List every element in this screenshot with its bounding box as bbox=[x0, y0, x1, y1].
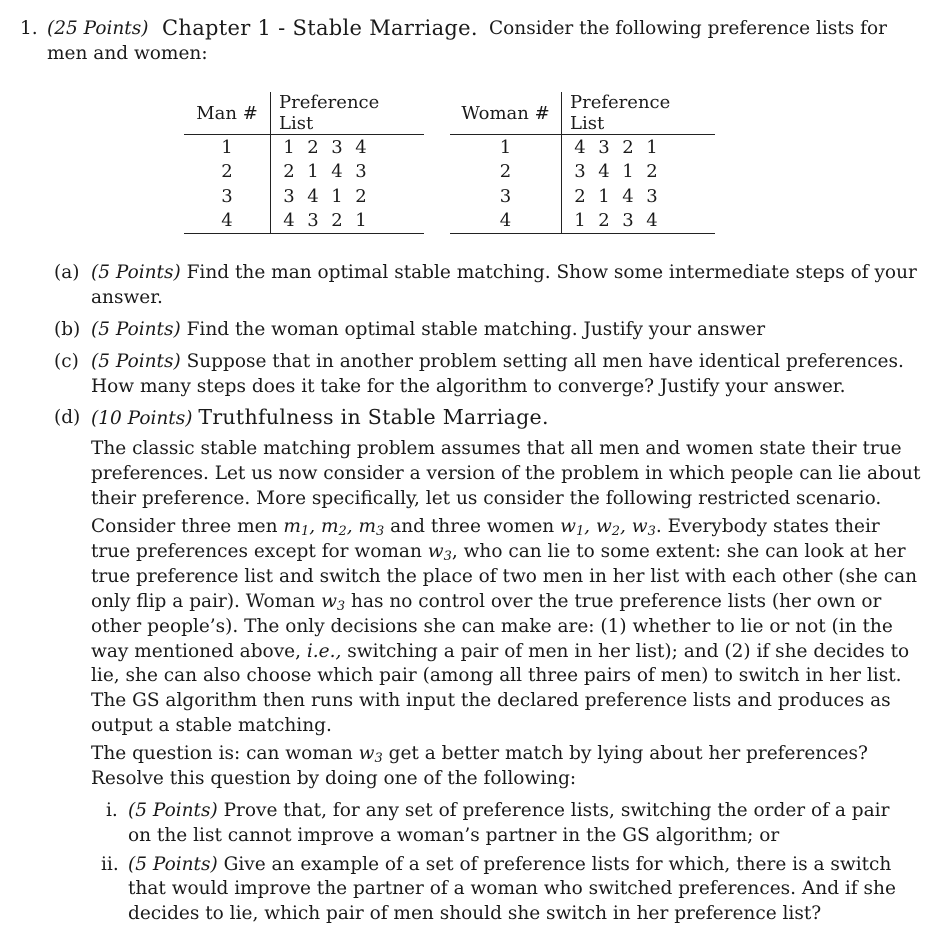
part-d-p2-line6: way mentioned above, i.e., switching a pair of men in her list); and (2) if she decides to bbox=[91, 641, 910, 662]
table-row bbox=[450, 209, 715, 234]
table-row bbox=[184, 160, 424, 185]
men-row-prefs: 4 3 2 1 bbox=[271, 209, 425, 234]
women-preference-table bbox=[450, 92, 715, 234]
part-d-p3-line2: Resolve this question by doing one of the following: bbox=[91, 768, 577, 789]
table-row bbox=[450, 184, 715, 209]
part-c-text: (5 Points) Suppose that in another problem setting all men have identical preferences. bbox=[91, 351, 904, 372]
part-d-p2-line3: true preference list and switch the place of two men in her list with each other (she can bbox=[91, 566, 918, 587]
problem-intro-cont: men and women: bbox=[47, 43, 208, 64]
sub-ii-text: (5 Points) Give an example of a set of preference lists for which, there is a switch bbox=[128, 854, 892, 875]
part-d-p2-line2: true preferences except for woman $w_3$, who can lie to some extent: she can look at her bbox=[91, 541, 906, 564]
part-d-p2-line8: The GS algorithm then runs with input the declared preference lists and produces as bbox=[91, 690, 891, 711]
women-row-id: 4 bbox=[450, 209, 562, 234]
sub-i-label: i. bbox=[106, 800, 118, 821]
women-row-prefs: 2 1 4 3 bbox=[574, 185, 658, 207]
part-d-p3-line1: The question is: can woman $w_3$ get a better match by lying about her preferences? bbox=[91, 743, 868, 766]
part-d-p1-line2: preferences. Let us now consider a version of the problem in which people can lie about bbox=[91, 463, 921, 484]
men-row-prefs: 3 4 1 2 bbox=[283, 185, 367, 207]
part-d-label: (d) bbox=[54, 407, 81, 428]
men-row-id: 1 bbox=[184, 135, 271, 160]
women-row-prefs: 4 3 2 1 bbox=[574, 136, 658, 158]
problem-number: 1. bbox=[20, 18, 38, 39]
men-preference-table bbox=[184, 92, 424, 234]
women-row-prefs: 1 2 3 4 bbox=[562, 209, 716, 234]
part-d-p2-line5: other people’s). The only decisions she can make are: (1) whether to lie or not (in the bbox=[91, 616, 893, 637]
part-c-label: (c) bbox=[54, 351, 79, 372]
problem-title: Chapter 1 - Stable Marriage. bbox=[162, 16, 478, 40]
problem-points: (25 Points) bbox=[47, 18, 149, 39]
men-row-id: 3 bbox=[184, 184, 271, 209]
part-b-text: (5 Points) Find the woman optimal stable matching. Justify your answer bbox=[91, 319, 766, 340]
men-row-id: 4 bbox=[184, 209, 271, 234]
men-col-pref: Preference List bbox=[271, 92, 425, 135]
men-row-prefs: 1 2 3 4 bbox=[283, 136, 367, 158]
women-col-person: Woman # bbox=[450, 92, 562, 135]
part-d-p2-line9: output a stable matching. bbox=[91, 715, 332, 736]
part-d-heading: (10 Points) Truthfulness in Stable Marriage. bbox=[91, 405, 549, 429]
problem-intro: Consider the following preference lists for bbox=[489, 18, 887, 39]
women-row-id: 2 bbox=[450, 160, 562, 185]
table-row bbox=[184, 135, 424, 160]
sub-ii-text-cont2: decides to lie, which pair of men should she switch in her preference list? bbox=[128, 903, 822, 924]
sub-i-text: (5 Points) Prove that, for any set of preference lists, switching the order of a pair bbox=[128, 800, 890, 821]
table-row bbox=[184, 209, 424, 234]
women-row-id: 1 bbox=[450, 135, 562, 160]
part-a-text-cont: answer. bbox=[91, 287, 163, 308]
part-b-label: (b) bbox=[54, 319, 81, 340]
women-col-pref: Preference List bbox=[562, 92, 716, 135]
part-c-text-cont: How many steps does it take for the algorithm to converge? Justify your answer. bbox=[91, 376, 846, 397]
sub-ii-text-cont: that would improve the partner of a woman who switched preferences. And if she bbox=[128, 878, 896, 899]
men-row-id: 2 bbox=[184, 160, 271, 185]
table-row bbox=[450, 160, 715, 185]
women-row-id: 3 bbox=[450, 184, 562, 209]
part-d-p2-line7: lie, she can also choose which pair (among all three pairs of men) to switch in her list. bbox=[91, 665, 902, 686]
men-col-person: Man # bbox=[184, 92, 271, 135]
table-row bbox=[450, 135, 715, 160]
part-a-text: (5 Points) Find the man optimal stable matching. Show some intermediate steps of your bbox=[91, 262, 917, 283]
women-row-prefs: 3 4 1 2 bbox=[574, 161, 658, 183]
sub-ii-label: ii. bbox=[101, 854, 119, 875]
table-row bbox=[184, 184, 424, 209]
part-d-p2-line4: only flip a pair). Woman $w_3$ has no control over the true preference lists (her own or bbox=[91, 591, 882, 614]
part-d-p2-line1: Consider three men $m_1$, $m_2$, $m_3$ and three women $w_1$, $w_2$, $w_3$. Everybody states their bbox=[91, 516, 880, 539]
part-d-p1-line3: their preference. More specifically, let us consider the following restricted scenario. bbox=[91, 488, 882, 509]
sub-i-text-cont: on the list cannot improve a woman’s partner in the GS algorithm; or bbox=[128, 825, 780, 846]
men-row-prefs: 2 1 4 3 bbox=[283, 161, 367, 183]
part-a-label: (a) bbox=[54, 262, 80, 283]
part-d-p1-line1: The classic stable matching problem assumes that all men and women state their true bbox=[91, 438, 902, 459]
